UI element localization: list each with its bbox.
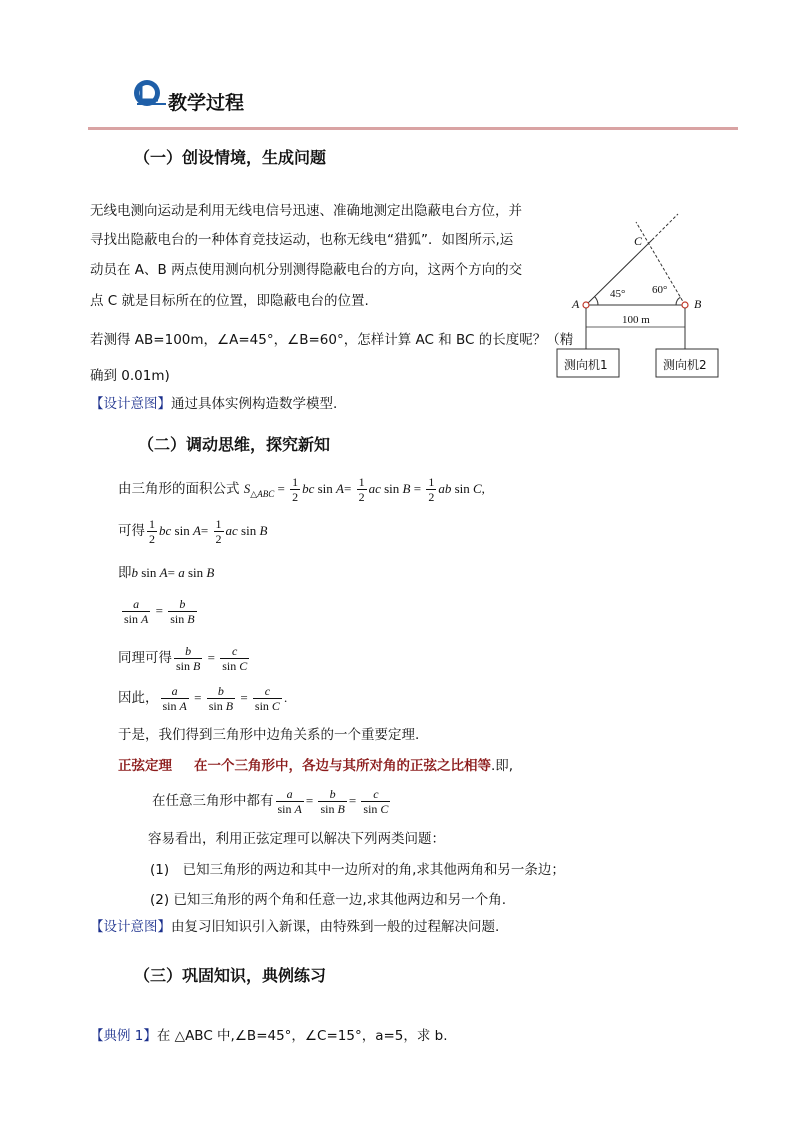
ratio-prefix-3: 因此， (118, 690, 159, 706)
theorem-formula-prefix: 在任意三角形中都有 (152, 793, 274, 809)
logo-icon (132, 78, 168, 108)
section3-heading: （三）巩固知识，典例练习 (134, 966, 327, 985)
design-intent-tag: 【设计意图】 (90, 396, 171, 412)
figure-label-a: A (572, 297, 580, 311)
receiver-label-2: 测向机2 (663, 358, 707, 372)
theorem-end: .即, (491, 758, 514, 774)
derive-line-1 (118, 516, 267, 546)
design-intent-text: 通过具体实例构造数学模型. (171, 396, 338, 412)
header-logo (132, 78, 168, 108)
figure-distance: 100 m (622, 314, 650, 326)
ratio-line-2 (118, 643, 251, 673)
theorem-text: 在一个三角形中，各边与其所对角的正弦之比相等 (194, 758, 491, 774)
section1-para2-line2: 确到 0.01m) (90, 368, 170, 384)
section1-para2-line1: 若测得 AB=100m，∠A=45°，∠B=60°，怎样计算 AC 和 BC 的长度呢？（精 (90, 332, 574, 348)
ratio-prefix-2: 同理可得 (118, 650, 172, 666)
theorem-formula-line (152, 786, 392, 816)
ratio-formula-3: $\frac{a}{\text{sin A}}$ = $\frac{b}{\text{sin B}}$ = $\frac{c}{\text{sin C}}$ . (162, 684, 288, 713)
point-b (682, 302, 688, 308)
section1-para1-line3: 动员在 A、B 两点使用测向机分别测得隐蔽电台的方向，这两个方向的交 (90, 262, 523, 278)
example-tag: 【典例 1】 (90, 1028, 157, 1044)
area-formula: $S_{\triangle ABC}$ = $\frac{1}{2}$ bc sin A= $\frac{1}{2}$ ac sin B = $\frac{1}{2}$ ab sin C, (243, 475, 485, 504)
section2-design-intent (90, 913, 499, 942)
ratio-line-1 (120, 597, 199, 626)
page-title: 教学过程 (168, 92, 245, 114)
section1-para1-line2: 寻找出隐蔽电台的一种体育竞技运动，也称无线电“猎狐”．如图所示,运 (90, 232, 514, 248)
section2-heading: （二）调动思维，探究新知 (138, 435, 331, 454)
derive-prefix-2: 即 (118, 565, 132, 581)
ratio-formula-1: $\frac{a}{\text{sin A}}$ = $\frac{b}{\text{sin B}}$ (124, 597, 195, 626)
section1-design-intent (90, 390, 337, 419)
problem-type-1: (1) 已知三角形的两边和其中一边所对的角,求其他两角和另一条边； (150, 862, 565, 878)
figure-angle-b: 60° (652, 284, 668, 296)
easy-to-see-line: 容易看出，利用正弦定理可以解决下列两类问题： (148, 831, 445, 847)
example-text: 在 △ABC 中,∠B=45°，∠C=15°，a=5，求 b. (156, 1028, 448, 1044)
line-a-c-ext (652, 214, 678, 240)
figure-label-c: C (634, 234, 643, 248)
area-formula-prefix: 由三角形的面积公式 (118, 481, 240, 497)
area-formula-line (118, 474, 485, 510)
section1-heading: （一）创设情境，生成问题 (134, 148, 327, 167)
derive-formula: $\frac{1}{2}$ bc sin A= $\frac{1}{2}$ ac sin B (149, 517, 268, 546)
derive-prefix: 可得 (118, 523, 145, 539)
theorem-name: 正弦定理 (118, 758, 172, 774)
ratio-formula-2: $\frac{b}{\text{sin B}}$ = $\frac{c}{\text{sin C}}$ (176, 644, 248, 673)
section1-para1-line4: 点 C 就是目标所在的位置，即隐蔽电台的位置. (90, 293, 369, 309)
theorem-intro: 于是，我们得到三角形中边角关系的一个重要定理. (118, 727, 420, 743)
derive-formula-2: b sin A= a sin B (131, 565, 215, 580)
figure-label-b: B (694, 297, 702, 311)
ratio-line-3 (118, 683, 287, 713)
problem-type-2: (2) 已知三角形的两个角和任意一边,求其他两边和另一个角. (150, 892, 506, 908)
header-rule (88, 127, 738, 130)
direction-finding-figure (552, 212, 722, 382)
sine-theorem-statement (118, 752, 513, 781)
theorem-formula: $\frac{a}{\text{sin A}}$ = $\frac{b}{\text{sin B}}$ = $\frac{c}{\text{sin C}}$ (277, 787, 389, 816)
design-intent-tag-2: 【设计意图】 (90, 919, 171, 935)
design-intent-text-2: 由复习旧知识引入新课，由特殊到一般的过程解决问题. (171, 919, 500, 935)
derive-line-2 (118, 558, 214, 588)
point-a (583, 302, 589, 308)
figure-angle-a: 45° (610, 288, 626, 300)
section1-para1-line1: 无线电测向运动是利用无线电信号迅速、准确地测定出隐蔽电台方位，并 (90, 203, 522, 219)
receiver-label-1: 测向机1 (564, 358, 608, 372)
example-1 (90, 1022, 448, 1051)
